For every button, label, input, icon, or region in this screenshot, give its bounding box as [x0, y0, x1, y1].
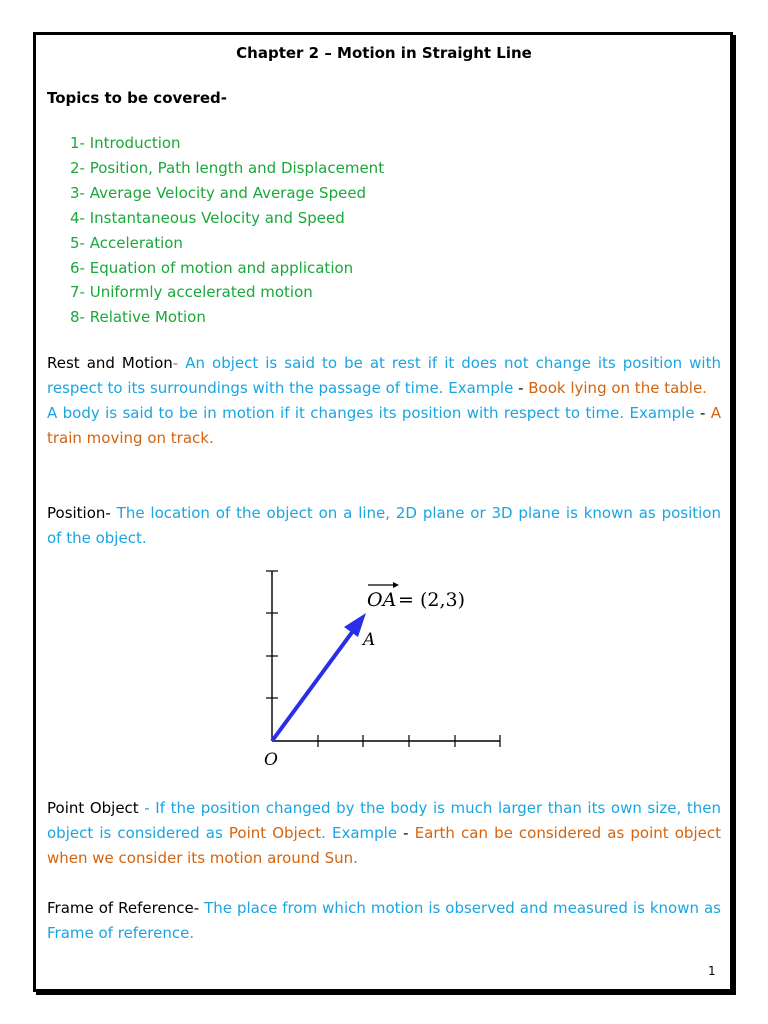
topic-item: 5- Acceleration — [70, 233, 183, 252]
page-number: 1 — [708, 964, 716, 978]
vector-label: OA — [367, 589, 397, 611]
motion-definition: A body is said to be in motion if it changes its position with respect to time. Example — [47, 404, 695, 422]
point-object-definition: - If the position changed by the body is much larger than its own size, then object is considered as — [47, 799, 721, 842]
position-paragraph — [47, 501, 721, 551]
point-object-example: Earth can be considered as point object when we consider its motion around Sun. — [47, 824, 721, 867]
position-vector — [272, 631, 353, 741]
frame-definition: The place from which motion is observed and measured is known as Frame of reference. — [47, 899, 721, 942]
topics-heading: Topics to be covered- — [47, 89, 227, 107]
rest-example: Book lying on the table. — [528, 379, 707, 397]
topic-item: 6- Equation of motion and application — [70, 258, 354, 277]
topic-item: 1- Introduction — [70, 134, 181, 152]
topic-item: 2- Position, Path length and Displacement — [70, 158, 385, 177]
rest-motion-paragraph — [47, 351, 721, 451]
rest-definition: An object is said to be at rest if it does not change its position with respect to its surroundings with the passage of time. Example — [47, 354, 721, 397]
point-object-term: Point Object — [228, 824, 322, 842]
point-object-paragraph — [47, 796, 721, 871]
separator: - — [193, 899, 205, 917]
separator: - — [105, 504, 117, 522]
frame-of-reference-paragraph — [47, 896, 721, 946]
topic-item: 3- Average Velocity and Average Speed — [70, 183, 367, 202]
separator: - — [513, 379, 529, 397]
motion-example: A train moving on track. — [47, 404, 722, 447]
topics-list — [70, 131, 384, 330]
topic-item: 4- Instantaneous Velocity and Speed — [70, 208, 345, 227]
vector-overarrow — [393, 582, 399, 588]
point-label: A — [363, 630, 376, 650]
point-object-label: Point Object — [47, 799, 139, 817]
frame-label: Frame of Reference — [47, 899, 194, 917]
position-definition: The location of the object on a line, 2D plane or 3D plane is known as position of the object. — [47, 504, 721, 547]
rest-motion-label: Rest and Motion — [47, 354, 173, 372]
chapter-title: Chapter 2 – Motion in Straight Line — [236, 44, 532, 62]
topic-item: 8- Relative Motion — [70, 308, 206, 327]
topic-item: 7- Uniformly accelerated motion — [70, 283, 313, 302]
separator: - — [397, 824, 415, 842]
separator: - — [172, 354, 186, 372]
point-object-example-label: . Example — [321, 824, 398, 842]
position-label: Position — [47, 504, 106, 522]
origin-label: O — [264, 750, 278, 770]
position-vector-diagram — [255, 565, 515, 775]
vector-equation: = (2,3) — [398, 589, 466, 611]
separator: - — [694, 404, 711, 422]
